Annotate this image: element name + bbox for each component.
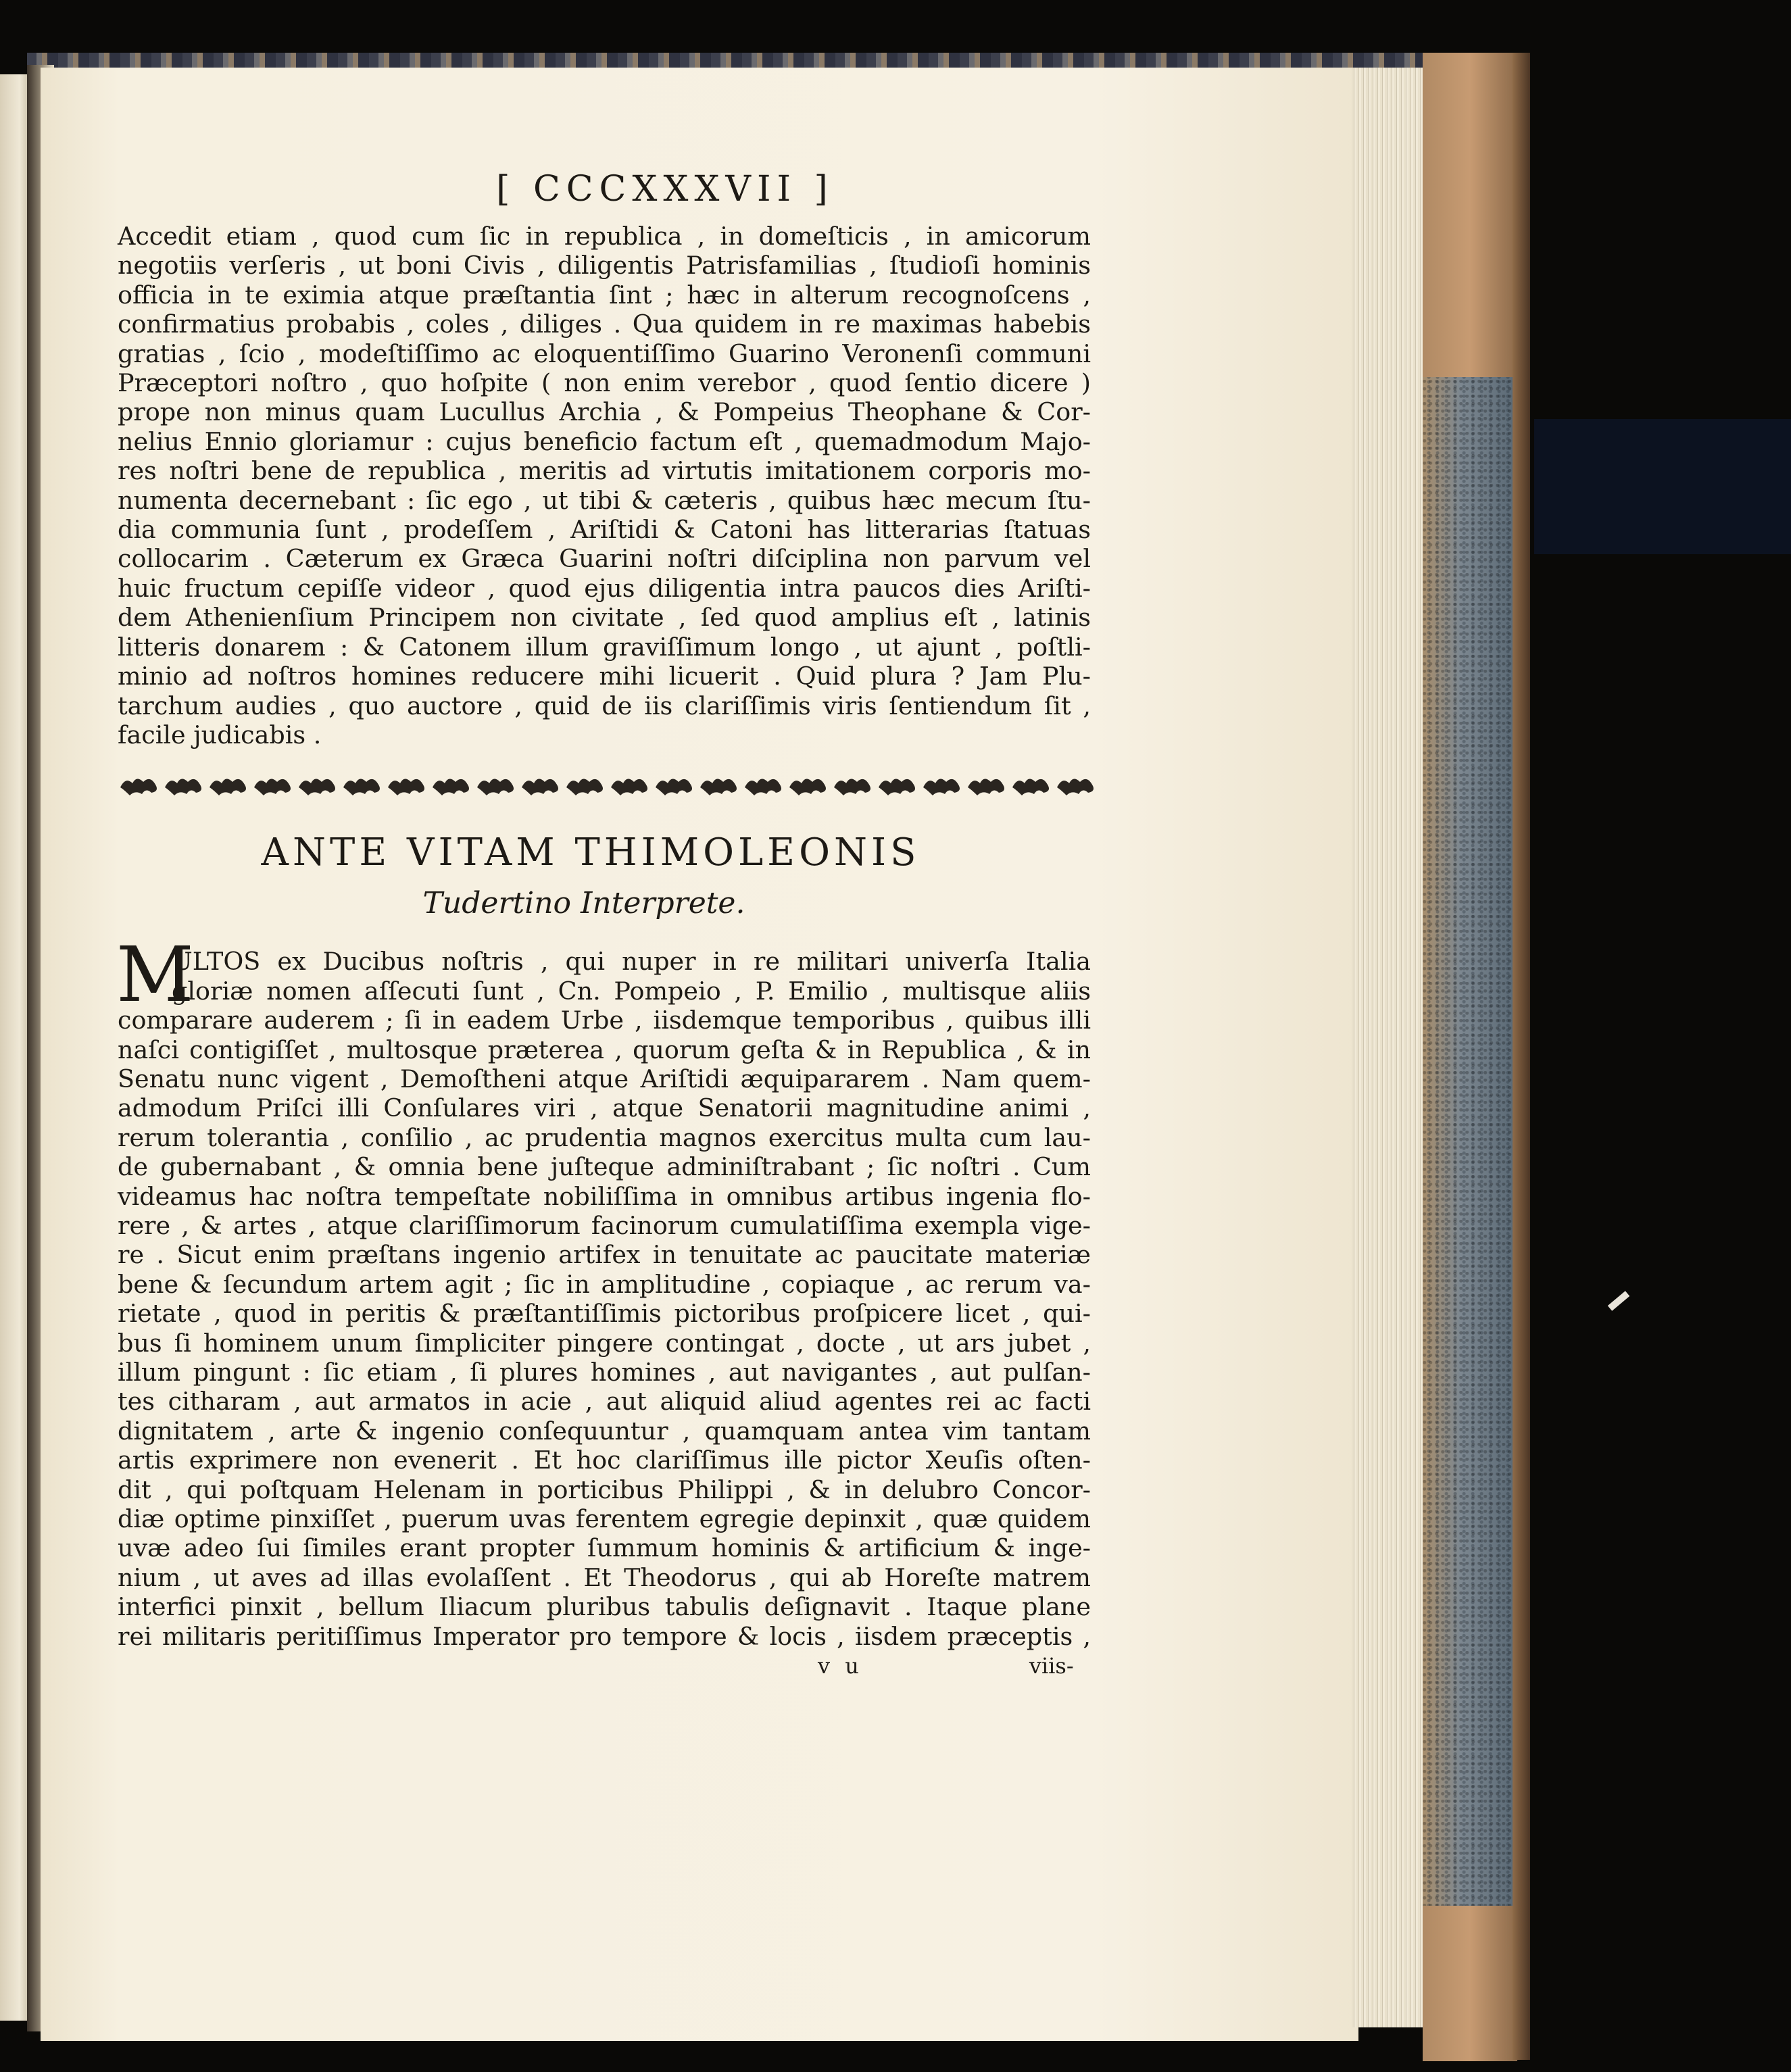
ornament-glyph bbox=[566, 779, 603, 796]
ornament-glyph bbox=[968, 779, 1004, 796]
page-footer bbox=[118, 1654, 1091, 1678]
dedication-line: officia in te eximia atque præſtantia ſint ; hæc in alterum recognoſcens , bbox=[118, 280, 1091, 310]
dedication-line: dem Athenienſium Principem non civitate , ſed quod amplius eſt , latinis bbox=[118, 603, 1091, 633]
ornament-glyph bbox=[611, 779, 647, 796]
body-lines bbox=[118, 1006, 1091, 1651]
body-line: Senatu nunc vigent , Demoſtheni atque Ariſtidi æquipararem . Nam quem- bbox=[118, 1064, 1091, 1093]
body-line: re . Sicut enim præſtans ingenio artifex in tenuitate ac paucitate materiæ bbox=[118, 1240, 1091, 1270]
paper-scrap bbox=[1608, 1291, 1629, 1311]
ornament-glyph bbox=[254, 779, 291, 796]
body-line: rei militaris peritiſſimus Imperator pro tempore & locis , iisdem præceptis , bbox=[118, 1621, 1091, 1651]
ornament-glyph bbox=[343, 779, 380, 796]
catchword: viis- bbox=[1029, 1653, 1074, 1679]
drop-cap: M bbox=[116, 931, 194, 1020]
body-line: admodum Priſci illi Conſulares viri , atque Senatorii magnitudine animi , bbox=[118, 1093, 1091, 1123]
dedication-line: collocarim . Cæterum ex Græca Guarini noſtri diſciplina non parvum vel bbox=[118, 544, 1091, 574]
section-title: ANTE VITAM THIMOLEONIS bbox=[261, 831, 921, 875]
body-line: uvæ adeo ſui ſimiles erant propter ſummum hominis & artificium & inge- bbox=[118, 1533, 1091, 1563]
body-line: rerum tolerantia , conſilio , ac prudentia magnos exercitus multa cum lau- bbox=[118, 1123, 1091, 1152]
dedication-paragraph bbox=[118, 222, 1091, 749]
body-paragraph bbox=[116, 931, 1091, 1651]
ornament-glyph bbox=[120, 779, 157, 796]
ornament-glyph bbox=[656, 779, 692, 796]
ornament-glyph bbox=[923, 779, 960, 796]
body-line: ULTOS ex Ducibus noſtris , qui nuper in re militari univerſa Italia bbox=[172, 947, 1091, 977]
ornament-glyph bbox=[299, 779, 335, 796]
ornament-glyph bbox=[789, 779, 826, 796]
background-shadow bbox=[1534, 419, 1791, 554]
dedication-line: litteris donarem : & Catonem illum graviſſimum longo , ut ajunt , poſtli- bbox=[118, 632, 1091, 662]
body-line: dit , qui poſtquam Helenam in porticibus Philippi , & in delubro Concor- bbox=[118, 1475, 1091, 1504]
ornament-glyph bbox=[834, 779, 870, 796]
body-line: diæ optime pinxiſſet , puerum uvas ferentem egregie depinxit , quæ quidem bbox=[118, 1504, 1091, 1534]
dedication-line: nelius Ennio gloriamur : cujus beneficio factum eſt , quemadmodum Majo- bbox=[118, 426, 1091, 456]
ornament-band bbox=[118, 772, 1099, 795]
ornament-glyph bbox=[388, 779, 424, 796]
running-head: [ CCCXXXVII ] bbox=[496, 169, 834, 209]
dedication-line: gratias , ſcio , modeſtiſſimo ac eloquentiſſimo Guarino Veronenſi communi bbox=[118, 339, 1091, 368]
page-text bbox=[118, 169, 1091, 1678]
body-line: bus ſi hominem unum ſimpliciter pingere contingat , docte , ut ars jubet , bbox=[118, 1328, 1091, 1358]
page-edges bbox=[1352, 68, 1426, 2027]
dedication-line: numenta decernebant : ſic ego , ut tibi & cæteris , quibus hæc mecum ſtu- bbox=[118, 485, 1091, 515]
dedication-line: Accedit etiam , quod cum ſic in republica , in domeſticis , in amicorum bbox=[118, 222, 1091, 251]
dedication-line: facile judicabis . bbox=[118, 720, 322, 749]
body-line: comparare auderem ; ſi in eadem Urbe , iisdemque temporibus , quibus illi bbox=[118, 1006, 1091, 1035]
ornament-glyph bbox=[522, 779, 558, 796]
dedication-line: minio ad noſtros homines reducere mihi licuerit . Quid plura ? Jam Plu- bbox=[118, 662, 1091, 691]
dedication-line: res noſtri bene de republica , meritis ad virtutis imitationem corporis mo- bbox=[118, 456, 1091, 486]
leather-corner-bottom bbox=[1423, 1906, 1517, 2061]
body-line: tes citharam , aut armatos in acie , aut aliquid aliud agentes rei ac facti bbox=[118, 1387, 1091, 1416]
body-line: videamus hac noſtra tempeſtate nobiliſſima in omnibus artibus ingenia flo- bbox=[118, 1181, 1091, 1211]
dedication-line: Præceptori noſtro , quo hoſpite ( non enim verebor , quod ſentio dicere ) bbox=[118, 368, 1091, 398]
ornament-glyph bbox=[165, 779, 201, 796]
body-line: artis exprimere non evenerit . Et hoc clariſſimus ille pictor Xeuſis oſten- bbox=[118, 1446, 1091, 1475]
ornament-glyph bbox=[745, 779, 781, 796]
body-line: rere , & artes , atque clariſſimorum facinorum cumulatiſſima exempla vige- bbox=[118, 1210, 1091, 1240]
section-subtitle: Tudertino Interprete. bbox=[422, 886, 745, 921]
body-line: nium , ut aves ad illas evolaſſent . Et Theodorus , qui ab Horeſte matrem bbox=[118, 1562, 1091, 1592]
body-line: illum pingunt : ſic etiam , ſi plures homines , aut navigantes , aut pulſan- bbox=[118, 1358, 1091, 1387]
dedication-line: confirmatius probabis , coles , diliges . Qua quidem in re maximas habebis bbox=[118, 310, 1091, 339]
dedication-line: negotiis verſeris , ut boni Civis , diligentis Patrisfamilias , ſtudioſi hominis bbox=[118, 251, 1091, 280]
ornament-glyph bbox=[210, 779, 246, 796]
body-line: bene & ſecundum artem agit ; ſic in amplitudine , copiaque , ac rerum va- bbox=[118, 1269, 1091, 1299]
cover-edge bbox=[1513, 53, 1530, 2060]
ornament-glyph bbox=[1012, 779, 1049, 796]
ornament-glyph bbox=[1057, 779, 1094, 796]
body-line: interfici pinxit , bellum Iliacum pluribus tabulis deſignavit . Itaque plane bbox=[118, 1592, 1091, 1622]
leather-corner-top bbox=[1423, 53, 1517, 377]
ornament-glyph bbox=[879, 779, 915, 796]
body-line: gloriæ nomen aſſecuti ſunt , Cn. Pompeio , P. Emilio , multisque aliis bbox=[172, 976, 1091, 1006]
body-line: naſci contigiſſet , multosque præterea , quorum geſta & in Republica , & in bbox=[118, 1035, 1091, 1064]
body-line: dignitatem , arte & ingenio conſequuntur , quamquam antea vim tantam bbox=[118, 1416, 1091, 1446]
dedication-line: dia communia ſunt , prodeſſem , Ariſtidi & Catoni has litterarias ſtatuas bbox=[118, 515, 1091, 545]
ornament-glyph bbox=[433, 779, 469, 796]
dedication-line: tarchum audies , quo auctore , quid de iis clariſſimis viris ſentiendum ſit , bbox=[118, 691, 1091, 720]
dedication-line: prope non minus quam Lucullus Archia , & Pompeius Theophane & Cor- bbox=[118, 397, 1091, 427]
body-line: de gubernabant , & omnia bene juſteque adminiſtrabant ; ſic noſtri . Cum bbox=[118, 1152, 1091, 1182]
ornament-glyph bbox=[477, 779, 514, 796]
ornament-glyph bbox=[700, 779, 737, 796]
signature-mark: v u bbox=[818, 1653, 863, 1679]
body-line: rietate , quod in peritis & præſtantiſſimis pictoribus proſpicere licet , qui- bbox=[118, 1299, 1091, 1329]
dedication-line: huic fructum cepiſſe videor , quod ejus diligentia intra paucos dies Ariſti- bbox=[118, 573, 1091, 603]
